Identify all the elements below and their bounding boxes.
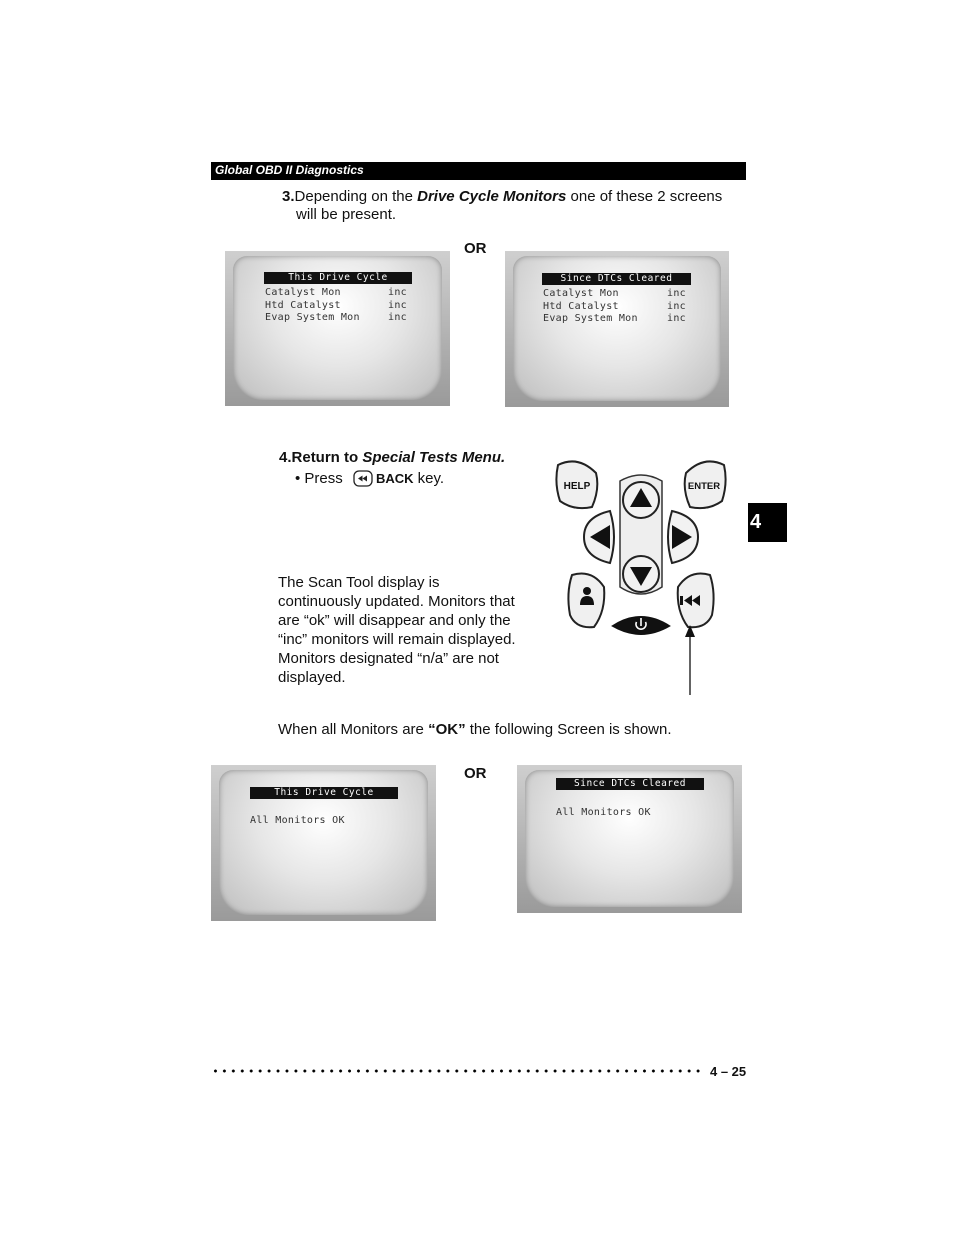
help-key-label: HELP [563,481,591,492]
enter-key-label: ENTER [687,481,721,492]
lcd-message: All Monitors OK [556,807,651,818]
all-ok-text: When all Monitors are [278,721,429,738]
lcd-row-value: inc [388,287,407,298]
page-number: 4 – 25 [710,1064,747,1079]
power-key[interactable] [612,617,670,635]
help-key[interactable] [556,461,597,508]
lcd-row-value: inc [667,301,686,312]
monitor-update-paragraph [278,573,538,687]
paragraph-line: Monitors designated “n/a” are not [278,650,499,667]
right-arrow-key[interactable] [668,511,698,563]
lcd-row-name: Catalyst Mon [265,287,341,298]
lcd-screen-since-dtcs-cleared-ok [517,765,742,913]
footer-dotted-rule [211,1066,701,1076]
step3-line1 [282,187,752,206]
back-key[interactable] [678,574,714,628]
chapter-tab [748,503,787,542]
lcd-row-name: Htd Catalyst [265,300,341,311]
up-arrow-key[interactable] [623,482,659,518]
step4-number: 4. [279,449,292,466]
chapter-tab-number: 4 [750,511,762,533]
lcd-title: Since DTCs Cleared [542,273,691,285]
all-ok-sentence [278,720,672,739]
lcd-row-value: inc [388,312,407,323]
lcd-screen-since-dtcs-cleared [505,251,729,407]
bullet-text: • Press [295,470,347,487]
step4-heading [279,448,505,467]
step4-emphasis: Special Tests Menu. [362,449,506,466]
all-ok-emphasis: “OK” [428,721,466,738]
user-icon [583,587,591,595]
step3-number: 3. [282,188,295,205]
lcd-row-name: Htd Catalyst [543,301,619,312]
step4-bullet [295,469,444,488]
lcd-title: Since DTCs Cleared [556,778,704,790]
all-ok-text-end: the following Screen is shown. [465,721,672,738]
lcd-row-name: Catalyst Mon [543,288,619,299]
paragraph-line: The Scan Tool display is [278,574,440,591]
step4-text: Return to [291,449,363,466]
keypad-illustration [552,455,730,700]
paragraph-line: displayed. [278,669,346,686]
back-key-label: BACK [375,471,414,486]
lcd-screen-this-drive-cycle-ok [211,765,436,921]
lcd-row-value: inc [667,313,686,324]
lcd-row-name: Evap System Mon [265,312,360,323]
paragraph-line: are “ok” will disappear and only the [278,612,511,629]
lcd-row-value: inc [667,288,686,299]
or-label-top: OR [464,240,487,257]
lcd-message: All Monitors OK [250,815,345,826]
lcd-screen-this-drive-cycle [225,251,450,406]
paragraph-line: continuously updated. Monitors that [278,593,515,610]
lcd-row-name: Evap System Mon [543,313,638,324]
lcd-row-value: inc [388,300,407,311]
header-bar [211,162,746,180]
header-title: Global OBD II Diagnostics [215,163,364,177]
lcd-title: This Drive Cycle [250,787,398,799]
step3-text-end: one of these 2 screens [566,188,723,205]
step3-line2: will be present. [296,206,397,223]
pointer-arrow [685,625,695,695]
bullet-text-end: key. [413,470,445,487]
left-arrow-key[interactable] [584,511,614,563]
back-key-icon [353,470,373,487]
or-label-bottom: OR [464,765,487,782]
step3-emphasis: Drive Cycle Monitors [417,188,567,205]
down-arrow-key[interactable] [623,556,659,592]
user-key[interactable] [568,574,604,628]
step3-text: Depending on the [294,188,418,205]
lcd-title: This Drive Cycle [264,272,412,284]
enter-key[interactable] [685,461,726,508]
paragraph-line: “inc” monitors will remain displayed. [278,631,516,648]
